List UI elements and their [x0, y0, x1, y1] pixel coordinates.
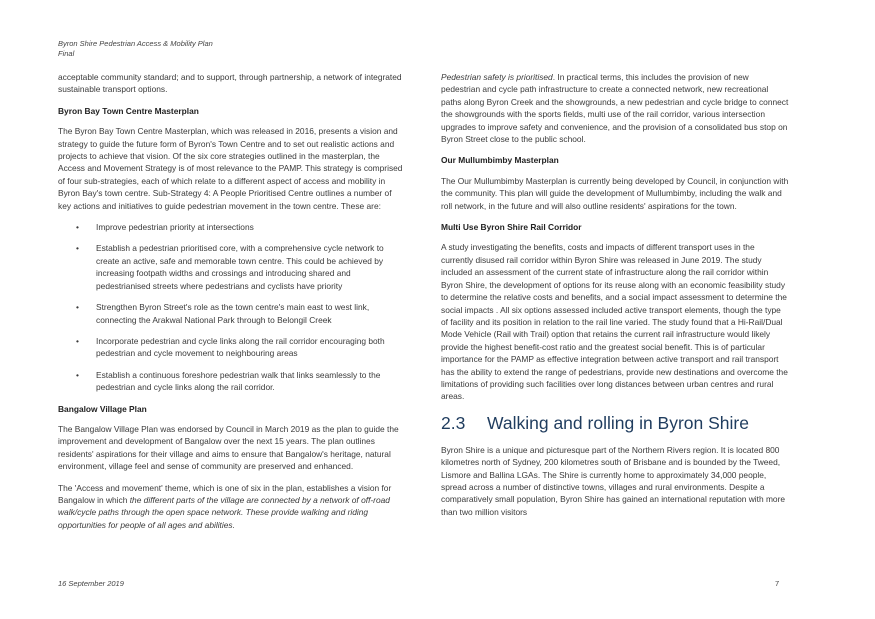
bullet-icon: •: [76, 243, 79, 254]
intro-paragraph: acceptable community standard; and to support, through partnership, a network of integrated sustainable transport options.: [58, 72, 402, 95]
list-item: [58, 242, 405, 292]
list-item: [58, 335, 405, 360]
section-heading: [441, 412, 789, 434]
list-item-text: Incorporate pedestrian and cycle links along the rail corridor encouraging both pedestrian and cycle movement to neighbouring areas: [96, 335, 385, 359]
pedestrian-safety-quote: Pedestrian safety is prioritised: [441, 72, 553, 82]
list-item-text: Improve pedestrian priority at intersections: [96, 222, 254, 233]
byron-bay-paragraph: The Byron Bay Town Centre Masterplan, which was released in 2016, presents a vision and strategy to guide the future form of Byron's Town Centre and to set out realistic actions and projects to achieve that vision. Of the six core strategies outlined in the masterplan, the Access and Movement Strategy is of most relevance to the PAMP. This strategy is comprised of four sub-strategies, each of which relate to a different aspect of access and mobility in Byron Bay's town centre. Sub-Strategy 4: A People Prioritised Centre outlines a number of key actions and initiatives to guide pedestrian movement in the town centre. These are:: [58, 126, 403, 211]
bullet-icon: •: [76, 222, 79, 233]
header-title: Byron Shire Pedestrian Access & Mobility Plan: [58, 39, 213, 48]
heading-rail-corridor: Multi Use Byron Shire Rail Corridor: [441, 222, 582, 233]
heading-bangalow-village-plan: Bangalow Village Plan: [58, 403, 147, 414]
section-title: Walking and rolling in Byron Shire: [487, 412, 749, 433]
section-number: 2.3: [441, 412, 466, 433]
footer-date: 16 September 2019: [58, 579, 124, 588]
heading-byron-bay-masterplan: Byron Bay Town Centre Masterplan: [58, 105, 199, 116]
list-item-text: Establish a continuous foreshore pedestrian walk that links seamlessly to the pedestrian and cycle links along the rail corridor.: [96, 369, 381, 393]
list-item-text: Establish a pedestrian prioritised core, with a comprehensive cycle network to create an active, safe and memorable town centre. This could be achieved by increasing footpath widths and crossings and introducing shared and pedestrianised streets where pedestrians and cyclists have priority: [96, 243, 384, 291]
document-header: [58, 39, 213, 59]
list-item-text: Strengthen Byron Street's role as the town centre's main east to west link, connecting the Arakwal National Park through to Belongil Creek: [96, 302, 370, 325]
access-movement-text: The 'Access and movement' theme, which is one of six in the plan, establishes a vision for Bangalow in which: [58, 482, 392, 505]
left-column: [58, 71, 405, 540]
bullet-icon: •: [76, 302, 79, 313]
mullumbimby-paragraph: The Our Mullumbimby Masterplan is currently being developed by Council, in conjunction with the community. This plan will guide the development of Mullumbimby, including the walk and roll network, in the future and will also outline residents' aspirations for the town.: [441, 175, 789, 211]
bullet-icon: •: [76, 369, 79, 380]
rail-corridor-paragraph: A study investigating the benefits, costs and impacts of different transport uses in the currently disused rail corridor within Byron Shire was released in June 2019. The study included an assessment of the current state of infrastructure along the rail corridor within Byron Shire, the development of options for its reuse along with an economic feasibility study to determine the relative costs and benefits, and a social impact assessment to determine the social impacts . All six options assessed included active transport elements, though the type of facility and its position in relation to the rail line varied. The study found that a Hi-Rail/Dual Mode Vehicle (Rail with Trail) option that retains the current rail infrastructure would likely provide the highest benefit-cost ratio and the greatest social benefit. This is of particular importance for the PAMP as effective integration between active transport and rail transport has the ability to extend the range of pedestrians, provide new destinations and overcome the limitations of providing such facilities over long distances between urban centres and rural areas.: [441, 242, 788, 402]
bullet-icon: •: [76, 335, 79, 346]
pedestrian-safety-paragraph: [441, 71, 789, 145]
list-item: [58, 301, 405, 326]
access-movement-paragraph: [58, 482, 405, 532]
bullet-list: [58, 221, 405, 393]
pedestrian-safety-text: . In practical terms, this includes the provision of new pedestrian and cycle path infrastructure to create a connected network, new recreational paths along Byron Creek and the showgrounds, a new pedestrian and cycle bridge to connect the showgrounds with the sports fields, multi use of the rail corridor, various intersection upgrades to improve safety and convenience, and the provision of a consolidated bus stop on Byron Street close to the public school.: [441, 72, 789, 145]
list-item: [58, 221, 405, 233]
heading-mullumbimby-masterplan: Our Mullumbimby Masterplan: [441, 155, 559, 166]
right-column: [441, 71, 789, 527]
page-number: 7: [775, 579, 780, 588]
list-item: [58, 369, 405, 394]
byron-shire-paragraph: Byron Shire is a unique and picturesque part of the Northern Rivers region. It is located 800 kilometres north of Sydney, 200 kilometres south of Brisbane and is bounded by the Tweed, Lismore and Ballina LGAs. The Shire is currently home to approximately 34,000 people, spread across a number of distinctive towns, villages and rural environments. Despite a comparatively small population, Byron Shire has gained an international reputation with more than two million visitors: [441, 444, 786, 517]
access-movement-quote: the different parts of the village are connected by a network of off-road walk/cycle paths through the open space network. These provide walking and riding opportunities for people of all ages and abilities.: [58, 494, 390, 530]
bangalow-paragraph: The Bangalow Village Plan was endorsed by Council in March 2019 as the plan to guide the improvement and development of Bangalow over the next 15 years. The plan outlines residents' aspirations for their village and aims to ensure that Bangalow's heritage, natural environment, village feel and sense of community are preserved and enhanced.: [58, 423, 399, 472]
header-status: Final: [58, 49, 75, 58]
